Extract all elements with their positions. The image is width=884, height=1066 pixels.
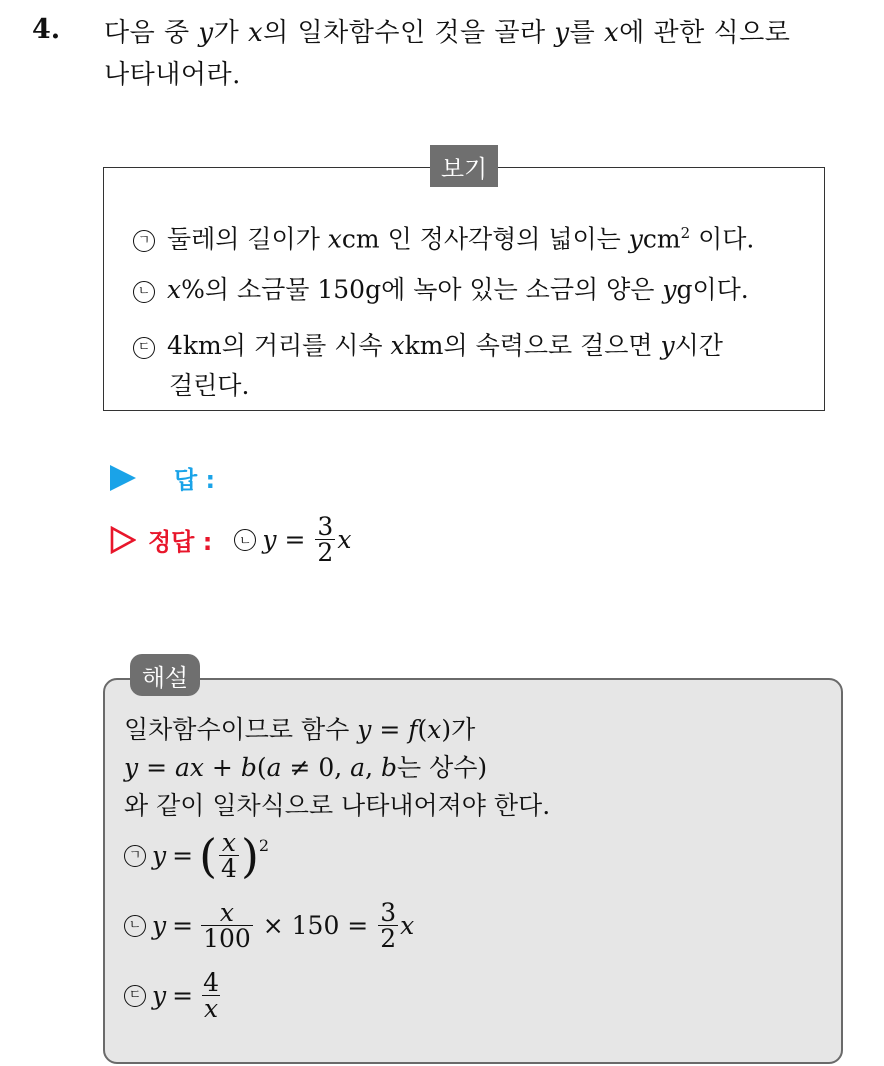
eq3-num: 4 (203, 968, 219, 997)
sol2-g: a (266, 753, 282, 782)
circle-marker-g: ㄱ (133, 230, 155, 252)
q-text-1c: 의 일차함수인 것을 골라 (263, 18, 555, 48)
answer-num: 3 (317, 512, 334, 541)
eq1-exponent: 2 (258, 836, 270, 855)
solution-eq-1 (124, 830, 269, 881)
sol1-c: = (371, 715, 409, 744)
sol1-g: ) (441, 715, 452, 744)
bogi-title: 보기 (430, 145, 498, 187)
item3-text-1: 4 (167, 331, 183, 360)
question-line-1 (104, 12, 864, 54)
solution-eq-3 (124, 970, 223, 1021)
eq1-lhs: y (152, 840, 167, 870)
correct-answer-row (110, 514, 351, 565)
q-var-y-2: y (554, 18, 570, 48)
solution-line-3: 와 같이 일차식으로 나타내어져야 한다. (124, 791, 551, 820)
item2-text-3: 이다. (692, 275, 749, 304)
eq2-tail: x (400, 910, 415, 940)
item2-unit-1: g (365, 275, 382, 304)
item2-text-1: %의 소금물 150 (181, 275, 366, 304)
answer-var-y: y (262, 525, 277, 554)
answer-row (110, 460, 215, 495)
eq1-den: 4 (221, 854, 237, 883)
sol1-h: 가 (451, 715, 476, 744)
eq1-equals: = (172, 840, 194, 870)
q-text-1b: 가 (213, 18, 248, 48)
sol2-c: ax (174, 753, 204, 782)
eq2-lhs: y (152, 910, 167, 940)
bogi-item-3-cont: 걸린다. (169, 371, 250, 400)
sol2-k: b (380, 753, 397, 782)
bogi-item-1 (133, 213, 754, 259)
eq1-right-paren: ) (240, 828, 259, 883)
circle-marker-g-sol: ㄱ (124, 845, 146, 867)
eq2-fraction-1 (201, 900, 253, 951)
item1-text-3: 이다. (698, 224, 755, 254)
sol2-a: y (124, 753, 139, 782)
question-line-2: 나타내어라. (104, 60, 241, 90)
sol2-f: ( (256, 753, 267, 782)
correct-answer-label: 정답 : (148, 528, 213, 556)
solution-line-1 (124, 712, 475, 748)
sol2-i: a (350, 753, 366, 782)
sol1-f: x (427, 715, 442, 744)
eq2-mid: × 150 = (254, 910, 377, 940)
item1-var-x: x (327, 224, 342, 254)
eq1-fraction (219, 830, 239, 881)
item3-text-4: 시간 (674, 331, 723, 360)
item2-text-2: 에 녹아 있는 소금의 양은 (381, 275, 663, 304)
item1-unit-2: cm (642, 224, 681, 254)
answer-den: 2 (317, 538, 334, 567)
bogi-item-3 (133, 326, 723, 366)
solution-title: 해설 (130, 654, 200, 696)
item2-unit-2: g (676, 275, 693, 304)
play-outline-icon (110, 526, 136, 554)
eq2-den2: 2 (380, 924, 397, 953)
circle-marker-n: ㄴ (133, 281, 155, 303)
sol2-d: + (203, 753, 241, 782)
item3-unit-1: km (182, 331, 222, 360)
q-var-y: y (198, 18, 214, 48)
play-filled-icon (110, 465, 136, 491)
q-text-1d: 를 (569, 18, 604, 48)
solution-line-2 (124, 750, 487, 786)
solution-eq-2 (124, 900, 414, 951)
item3-var-x: x (390, 331, 405, 360)
q-var-x: x (247, 18, 264, 48)
q-text-1a: 다음 중 (104, 18, 199, 48)
eq1-left-paren: ( (199, 828, 218, 883)
bogi-item-2 (133, 270, 749, 310)
circle-marker-n-answer: ㄴ (234, 529, 256, 551)
answer-equals: = (284, 525, 306, 554)
eq2-num2: 3 (380, 898, 397, 927)
sol1-a: 일차함수이므로 함수 (124, 715, 358, 744)
circle-marker-n-sol: ㄴ (124, 915, 146, 937)
item1-var-y: y (628, 224, 643, 254)
sol1-b: y (357, 715, 372, 744)
item3-unit-2: km (404, 331, 444, 360)
answer-label: 답 : (174, 466, 216, 494)
sol1-d: f (408, 715, 418, 744)
answer-fraction (315, 514, 335, 565)
sol2-j: , (365, 753, 381, 782)
item3-text-3: 의 속력으로 걸으면 (443, 331, 661, 360)
item3-text-2: 의 거리를 시속 (221, 331, 391, 360)
item1-text-1: 둘레의 길이가 (167, 224, 328, 254)
eq2-equals: = (172, 910, 194, 940)
sol2-e: b (240, 753, 257, 782)
sol2-b: = (138, 753, 175, 782)
item2-var-x: x (167, 275, 182, 304)
item1-text-2: 인 정사각형의 넓이는 (387, 224, 629, 254)
eq2-den: 100 (203, 924, 251, 953)
circle-marker-d: ㄷ (133, 337, 155, 359)
answer-var-x: x (337, 525, 352, 554)
sol2-l: 는 상수) (396, 753, 488, 782)
q-text-1e: 에 관한 식으로 (619, 18, 791, 48)
q-var-x-2: x (603, 18, 620, 48)
item1-unit-1: cm (341, 224, 380, 254)
question-text (104, 12, 864, 96)
question-number: 4. (32, 14, 61, 45)
item1-sup: 2 (680, 224, 691, 242)
eq3-fraction (201, 970, 221, 1021)
eq1-num: x (221, 828, 237, 857)
circle-marker-d-sol: ㄷ (124, 985, 146, 1007)
eq3-equals: = (172, 980, 194, 1010)
eq3-lhs: y (152, 980, 167, 1010)
eq2-fraction-2 (378, 900, 398, 951)
sol2-h: ≠ 0, (281, 753, 351, 782)
sol1-e: ( (417, 715, 428, 744)
eq2-num: x (219, 898, 234, 927)
correct-answer-expr (234, 514, 351, 565)
eq3-den: x (203, 994, 219, 1023)
item2-var-y: y (662, 275, 677, 304)
item3-var-y: y (660, 331, 675, 360)
